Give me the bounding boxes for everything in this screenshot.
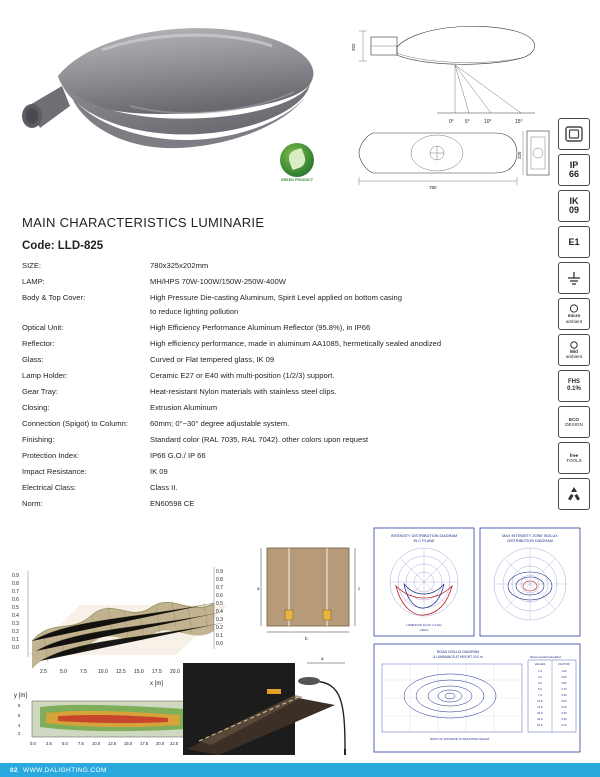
- svg-text:12.5: 12.5: [108, 741, 117, 746]
- eco-design-icon: [558, 406, 590, 438]
- spec-value: 780x325x202mm: [150, 261, 209, 270]
- micro-ambient-line2: ambient: [565, 318, 583, 324]
- green-product-badge: [273, 143, 321, 187]
- svg-text:780: 780: [429, 185, 437, 190]
- table-row: [22, 435, 532, 451]
- spec-label: Gear Tray:: [22, 387, 58, 396]
- svg-text:7 lx: 7 lx: [537, 694, 543, 697]
- svg-text:5°: 5°: [465, 119, 470, 125]
- svg-text:0.1: 0.1: [12, 637, 19, 643]
- feature-icon-column: [558, 118, 594, 514]
- svg-text:0.60: 0.60: [561, 694, 567, 697]
- ip66-line1: IP: [569, 160, 579, 170]
- svg-text:12.5: 12.5: [116, 669, 126, 675]
- free-tools-line2: TOOLS: [566, 458, 582, 463]
- svg-text:c: c: [358, 586, 361, 591]
- spec-label: Electrical Class:: [22, 483, 77, 492]
- svg-text:b: b: [305, 636, 308, 641]
- svg-text:0.50: 0.50: [561, 700, 567, 703]
- installation-plan-diagram: [255, 540, 365, 650]
- svg-text:IN C PLANE: IN C PLANE: [413, 539, 435, 543]
- svg-text:0.70: 0.70: [561, 688, 567, 691]
- table-row: [22, 451, 532, 467]
- spec-value: Extrusion Aluminum: [150, 403, 218, 412]
- svg-text:1.00: 1.00: [561, 670, 567, 673]
- svg-text:cd/klm: cd/klm: [419, 628, 429, 632]
- svg-text:2.5: 2.5: [40, 669, 47, 675]
- mid-ambient-line1: Mid: [570, 348, 578, 354]
- svg-text:0.20: 0.20: [561, 718, 567, 721]
- free-tools-icon: [558, 442, 590, 474]
- spec-label: Norm:: [22, 499, 43, 508]
- svg-text:ROAD ISOLUX DIAGRAM: ROAD ISOLUX DIAGRAM: [436, 650, 480, 654]
- mid-ambient-icon: [558, 334, 590, 366]
- spec-value-line1: High Pressure Die-casting Aluminum, Spirit Level applied on bottom casing: [150, 293, 402, 302]
- svg-text:325: 325: [517, 151, 522, 159]
- table-row: [22, 355, 532, 371]
- svg-text:6: 6: [18, 713, 21, 718]
- photometric-diagrams-block: [370, 520, 590, 760]
- road-perspective-diagram: [175, 645, 365, 760]
- svg-text:0.7: 0.7: [12, 589, 19, 595]
- svg-text:10 lx: 10 lx: [537, 700, 543, 703]
- svg-text:RATIO OF DISTANCE TO MOUNTING: RATIO OF DISTANCE TO MOUNTING HEIGHT: [430, 737, 490, 741]
- spec-label: Impact Resistance:: [22, 467, 87, 476]
- svg-text:2.5: 2.5: [46, 741, 52, 746]
- ik09-line1: IK: [569, 196, 579, 206]
- svg-text:0.3: 0.3: [216, 617, 223, 623]
- svg-text:0.30: 0.30: [561, 712, 567, 715]
- product-code: Code: LLD-825: [22, 240, 104, 252]
- svg-text:20 lx: 20 lx: [537, 712, 543, 715]
- spec-value: MH/HPS 70W-100W/150W-250W-400W: [150, 277, 286, 286]
- technical-drawings: [345, 5, 550, 200]
- spec-label: LAMP:: [22, 277, 45, 286]
- svg-text:15 lx: 15 lx: [537, 706, 543, 709]
- svg-text:0.6: 0.6: [12, 597, 19, 603]
- svg-text:0.9: 0.9: [12, 573, 19, 579]
- svg-text:10.0: 10.0: [98, 669, 108, 675]
- table-row: [22, 387, 532, 403]
- spec-label: Protection Index:: [22, 451, 79, 460]
- svg-text:a: a: [257, 586, 260, 591]
- svg-text:y [m]: y [m]: [14, 693, 27, 699]
- svg-text:0°: 0°: [449, 119, 454, 125]
- svg-text:20.0: 20.0: [170, 669, 180, 675]
- spec-value: High efficiency performance, made in aluminum AA1085, hermetically sealed anodized: [150, 339, 442, 348]
- table-row: [22, 499, 532, 515]
- table-row: [22, 467, 532, 483]
- micro-ambient-line1: micro: [567, 313, 581, 319]
- svg-text:4: 4: [18, 723, 21, 728]
- svg-text:0.0: 0.0: [12, 645, 19, 651]
- svg-text:Recommended Calculation: Recommended Calculation: [530, 656, 562, 659]
- svg-text:15°: 15°: [515, 119, 523, 125]
- spec-value: IK 09: [150, 467, 168, 476]
- ip66-line2: 66: [568, 169, 579, 179]
- spec-value-line2: to reduce lighting pollution: [150, 307, 239, 316]
- table-row: [22, 419, 532, 435]
- eco-line1: ECO: [569, 416, 579, 422]
- table-row: [22, 403, 532, 419]
- svg-text:0.0: 0.0: [216, 641, 223, 647]
- page-number: 02: [10, 766, 19, 774]
- svg-text:0.40: 0.40: [561, 706, 567, 709]
- e1-label: E1: [568, 236, 580, 247]
- ik09-line2: 09: [568, 205, 579, 215]
- svg-text:5.0: 5.0: [62, 741, 68, 746]
- spec-label: Reflector:: [22, 339, 55, 348]
- svg-text:7.5: 7.5: [78, 741, 84, 746]
- spec-value: IP66 G.O./ IP 66: [150, 451, 206, 460]
- table-row: [22, 261, 532, 277]
- eco-line2: DESIGN: [565, 422, 583, 427]
- fhs-icon: [558, 370, 590, 402]
- svg-text:0.3: 0.3: [12, 621, 19, 627]
- ip66-icon: [558, 154, 590, 186]
- svg-text:ILLUMINANCE AT HEIGHT 10.0 m: ILLUMINANCE AT HEIGHT 10.0 m: [433, 655, 483, 659]
- svg-text:0.8: 0.8: [216, 577, 223, 583]
- svg-text:0.2: 0.2: [216, 625, 223, 631]
- svg-text:10.0: 10.0: [92, 741, 101, 746]
- svg-text:LUMINOUS FLUX: 1.0 klm: LUMINOUS FLUX: 1.0 klm: [406, 623, 442, 627]
- svg-text:0.5: 0.5: [216, 601, 223, 607]
- fhs-line1: FHS: [568, 379, 580, 385]
- spec-label: Glass:: [22, 355, 44, 364]
- svg-text:15.0: 15.0: [134, 669, 144, 675]
- svg-text:a: a: [321, 656, 324, 661]
- leaf-icon: [280, 143, 314, 177]
- svg-text:FACTOR: FACTOR: [558, 662, 570, 666]
- spec-label: Lamp Holder:: [22, 371, 68, 380]
- svg-text:0.7: 0.7: [216, 585, 223, 591]
- spec-value: EN60598 CE: [150, 499, 195, 508]
- square-frame-icon: [558, 118, 590, 150]
- svg-text:20.0: 20.0: [156, 741, 165, 746]
- svg-text:0.90: 0.90: [561, 676, 567, 679]
- spec-value: High Efficiency Performance Aluminum Reflector (95.8%), in IP66: [150, 323, 371, 332]
- svg-text:5.0: 5.0: [60, 669, 67, 675]
- spec-label: Finishing:: [22, 435, 55, 444]
- table-row: [22, 371, 532, 387]
- spec-value: Class II.: [150, 483, 178, 492]
- specifications-block: [22, 215, 532, 515]
- spec-label: Optical Unit:: [22, 323, 64, 332]
- svg-text:VALUES: VALUES: [534, 662, 546, 666]
- svg-text:8: 8: [18, 703, 21, 708]
- svg-text:INTENSITY DISTRIBUTION DIAGRAM: INTENSITY DISTRIBUTION DIAGRAM: [390, 534, 458, 538]
- svg-text:0.8: 0.8: [12, 581, 19, 587]
- svg-text:3 lx: 3 lx: [537, 682, 543, 685]
- svg-text:30 lx: 30 lx: [537, 718, 543, 721]
- spec-value: Standard color (RAL 7035, RAL 7042). other colors upon request: [150, 435, 369, 444]
- page-footer: [0, 763, 600, 777]
- svg-text:0.4: 0.4: [216, 609, 223, 615]
- svg-text:DISTRIBUTION DIAGRAM: DISTRIBUTION DIAGRAM: [507, 539, 553, 543]
- svg-text:10°: 10°: [484, 119, 492, 125]
- spec-value: [150, 293, 532, 323]
- svg-text:0.0: 0.0: [30, 741, 36, 746]
- svg-text:0.80: 0.80: [561, 682, 567, 685]
- svg-text:2 lx: 2 lx: [537, 676, 543, 679]
- page-title: MAIN CHARACTERISTICS LUMINARIE: [22, 215, 265, 230]
- spec-label: Body & Top Cover:: [22, 293, 86, 302]
- svg-text:17.5: 17.5: [140, 741, 149, 746]
- svg-text:2: 2: [18, 731, 21, 736]
- svg-text:15.0: 15.0: [124, 741, 133, 746]
- spec-value: Curved or Flat tempered glass, IK 09: [150, 355, 275, 364]
- svg-text:202: 202: [351, 43, 356, 51]
- svg-text:50 lx: 50 lx: [537, 724, 543, 727]
- table-row: [22, 483, 532, 499]
- spec-label: SIZE:: [22, 261, 41, 270]
- free-tools-line1: free: [569, 452, 579, 458]
- spec-label: Connection (Spigot) to Column:: [22, 419, 128, 428]
- table-row: [22, 277, 532, 293]
- spec-value: Heat-resistant Nylon materials with stainless steel clips.: [150, 387, 337, 396]
- micro-ambient-icon: [558, 298, 590, 330]
- table-row: [22, 339, 532, 355]
- svg-text:0.9: 0.9: [216, 569, 223, 575]
- svg-text:0.10: 0.10: [561, 724, 567, 727]
- svg-text:17.5: 17.5: [152, 669, 162, 675]
- e1-icon: [558, 226, 590, 258]
- svg-text:5 lx: 5 lx: [537, 688, 543, 691]
- svg-text:7.5: 7.5: [80, 669, 87, 675]
- fhs-line2: 0.1%: [567, 386, 581, 392]
- svg-text:0.2: 0.2: [12, 629, 19, 635]
- spec-label: Closing:: [22, 403, 50, 412]
- svg-text:x [m]: x [m]: [150, 681, 163, 687]
- recycle-icon: [558, 478, 590, 510]
- svg-text:0.1: 0.1: [216, 633, 223, 639]
- earth-class-icon: [558, 262, 590, 294]
- top-illustration-area: [0, 0, 600, 200]
- svg-text:0.6: 0.6: [216, 593, 223, 599]
- svg-text:0.5: 0.5: [12, 605, 19, 611]
- table-row: [22, 293, 532, 323]
- ik09-icon: [558, 190, 590, 222]
- spec-value: Ceramic E27 or E40 with multi-position (1/2/3) support.: [150, 371, 335, 380]
- mid-ambient-line2: ambient: [565, 354, 583, 359]
- photometry-area: [0, 520, 600, 765]
- svg-text:1 lx: 1 lx: [537, 670, 543, 673]
- footer-website[interactable]: WWW.DALIGHTING.COM: [23, 766, 107, 774]
- svg-text:22.5: 22.5: [170, 741, 179, 746]
- svg-text:MAX INTENSITY ZONE ISOLUX: MAX INTENSITY ZONE ISOLUX: [502, 534, 558, 538]
- table-row: [22, 323, 532, 339]
- svg-text:0.4: 0.4: [12, 613, 19, 619]
- specs-table: [22, 261, 532, 515]
- green-product-label: GREEN PRODUCT: [280, 178, 314, 182]
- spec-value: 60mm; 0°~30° degree adjustable system.: [150, 419, 290, 428]
